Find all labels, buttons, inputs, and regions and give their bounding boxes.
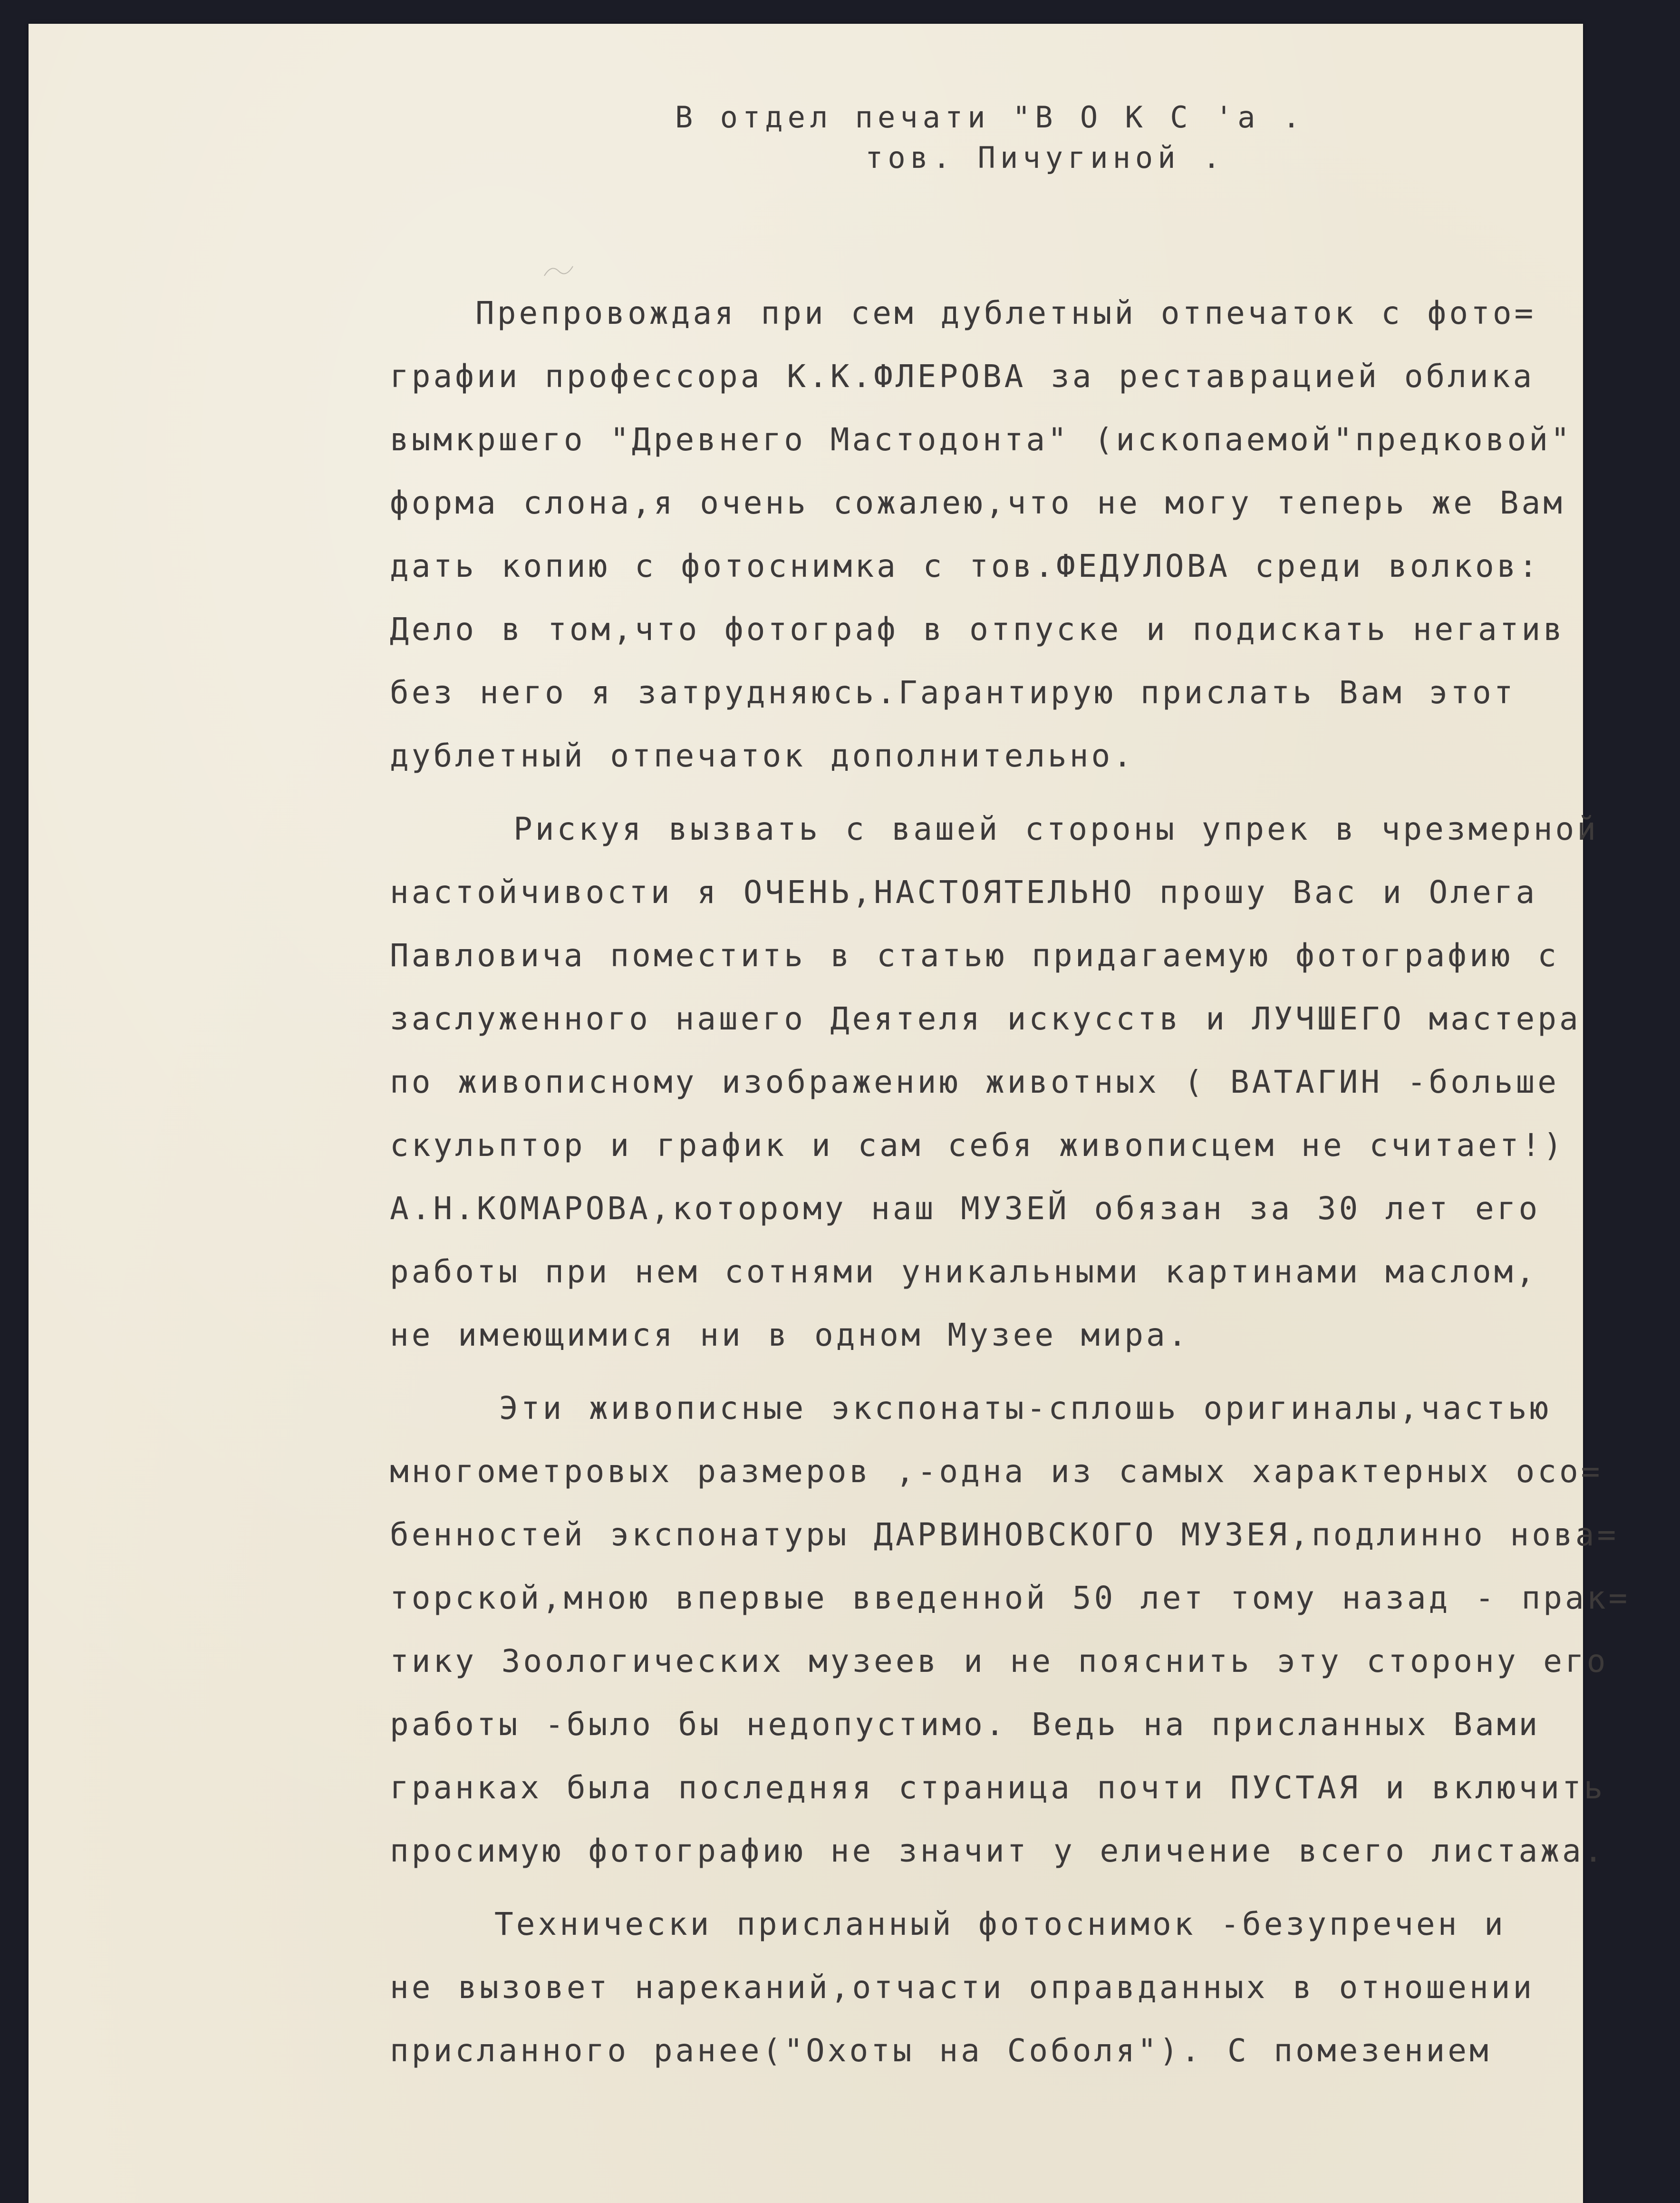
text-line: тику Зоологических музеев и не пояснить эту сторону его: [390, 1643, 1609, 1679]
text-line: форма слона,я очень сожалею,что не могу теперь же Вам: [390, 485, 1565, 521]
text-line: многометровых размеров ,-одна из самых характерных осо=: [390, 1453, 1603, 1490]
text-line: не вызовет нареканий,отчасти оправданных в отношении: [390, 1969, 1535, 2006]
text-line: работы при нем сотнями уникальными картинами маслом,: [390, 1253, 1538, 1290]
text-line: скульптор и график и сам себя живописцем не считает!): [390, 1127, 1565, 1164]
text-line: Рискуя вызвать с вашей стороны упрек в чрезмерной: [513, 811, 1599, 847]
text-line: гранках была последняя страница почти ПУСТАЯ и включить: [390, 1769, 1606, 1806]
heading-line-2: тов. Пичугиной .: [865, 140, 1226, 175]
text-line: просимую фотографию не значит у еличение всего листажа.: [390, 1833, 1606, 1869]
text-line: бенностей экспонатуры ДАРВИНОВСКОГО МУЗЕЯ,подлинно нова=: [390, 1516, 1619, 1553]
text-line: Дело в том,что фотограф в отпуске и подискать негатив: [390, 611, 1565, 648]
text-line: Павловича поместить в статью придагаемую фотографию с: [390, 937, 1559, 974]
text-line: работы -было бы недопустимо. Ведь на присланных Вами: [390, 1706, 1541, 1743]
text-line: по живописному изображению животных ( ВАТАГИН -больше: [390, 1064, 1559, 1100]
text-line: торской,мною впервые введенной 50 лет тому назад - прак=: [390, 1580, 1631, 1616]
text-line: А.Н.КОМАРОВА,которому наш МУЗЕЙ обязан за 30 лет его: [390, 1190, 1541, 1227]
text-line: без него я затрудняюсь.Гарантирую прислать Вам этот: [390, 674, 1516, 711]
text-line: заслуженного нашего Деятеля искусств и ЛУЧШЕГО мастера: [390, 1000, 1581, 1037]
text-line: дать копию с фотоснимка с тов.ФЕДУЛОВА среди волков:: [390, 548, 1541, 584]
text-line: не имеющимися ни в одном Музее мира.: [390, 1317, 1190, 1353]
heading-line-1: В отдел печати "В О К С 'а .: [675, 100, 1305, 135]
text-line: присланного ранее("Охоты на Соболя"). С помезением: [390, 2032, 1491, 2069]
pen-mark: [542, 262, 575, 281]
text-line: дублетный отпечаток дополнительно.: [390, 738, 1135, 774]
text-line: настойчивости я ОЧЕНЬ,НАСТОЯТЕЛЬНО прошу Вас и Олега: [390, 874, 1538, 911]
text-line: Препровождая при сем дублетный отпечаток с фото=: [475, 295, 1536, 331]
text-line: Эти живописные экспонаты-сплошь оригиналы,частью: [499, 1390, 1552, 1427]
text-line: графии профессора К.К.ФЛЕРОВА за реставрацией облика: [390, 358, 1535, 395]
text-line: вымкршего "Древнего Мастодонта" (ископаемой"предковой": [390, 421, 1573, 458]
document-page: [29, 24, 1631, 2203]
text-line: Технически присланный фотоснимок -безупречен и: [494, 1906, 1506, 1942]
